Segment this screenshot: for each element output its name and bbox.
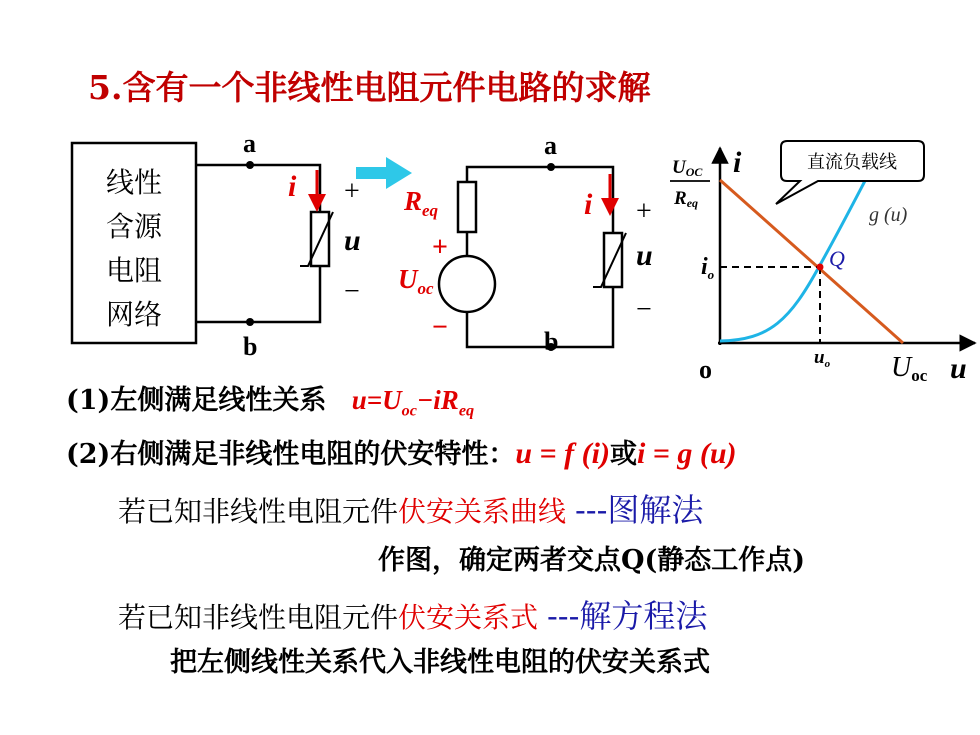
req-label: $R_{eq}$ — [404, 186, 439, 220]
callout-text: 直流负载线 — [807, 152, 897, 173]
mid-node-a-label: a — [544, 131, 557, 160]
line-5-blue: ---解方程法 — [546, 597, 708, 635]
line-4: 作图，确定两者交点Q(静态工作点) — [378, 545, 806, 576]
src-plus: + — [432, 232, 448, 263]
iv-graph — [670, 141, 975, 385]
line-3-red: 伏安关系曲线 — [398, 495, 567, 528]
line-3 — [118, 485, 703, 531]
box-line-3: 电阻 — [105, 254, 163, 287]
line-2-or: 或 — [609, 439, 637, 470]
line-1 — [66, 378, 474, 420]
node-b-label: b — [243, 332, 258, 361]
mid-node-a-dot — [547, 163, 555, 171]
mid-voltage-label: u — [636, 239, 653, 272]
box-line-1: 线性 — [105, 166, 163, 199]
voltage-label: u — [344, 224, 361, 257]
uoc-axis-label: Uoc — [891, 352, 928, 385]
uoc-label: $U_{oc}$ — [398, 264, 434, 298]
origin-label: o — [699, 355, 712, 384]
line-5 — [118, 591, 707, 637]
q-label: Q — [829, 246, 845, 271]
line-2 — [66, 432, 737, 471]
line-3-black: 若已知非线性电阻元件 — [118, 495, 399, 528]
line-2-prefix: (2)右侧满足非线性电阻的伏安特性： — [66, 439, 516, 470]
line-3-blue: ---图解法 — [574, 491, 704, 529]
line-2-eq2: i = g (u) — [636, 437, 737, 470]
line-5-red: 伏安关系式 — [398, 601, 539, 634]
line-5-black: 若已知非线性电阻元件 — [118, 601, 399, 634]
q-point — [817, 264, 824, 271]
page-title: 5.含有一个非线性电阻元件电路的求解 — [88, 68, 651, 107]
frac-denominator: Req — [674, 188, 699, 210]
x-axis-label: u — [950, 352, 967, 385]
box-line-4: 网络 — [105, 298, 163, 331]
frac-numerator: UOC — [672, 157, 703, 179]
left-wire-bottom — [196, 266, 320, 322]
mid-current-label: i — [584, 188, 593, 221]
line-2-eq1: u = f (i) — [515, 437, 610, 470]
y-axis-label: i — [733, 146, 742, 179]
left-circuit — [72, 129, 361, 361]
u0-label: $u_o$ — [814, 347, 831, 370]
current-label: i — [288, 170, 297, 203]
minus-sign: − — [344, 276, 360, 307]
box-line-2: 含源 — [105, 210, 163, 243]
transform-arrow — [356, 157, 412, 189]
i0-label: $i_o$ — [701, 254, 715, 282]
mid-plus: + — [636, 196, 652, 227]
curve-label: g (u) — [869, 204, 908, 226]
mid-minus: − — [636, 294, 652, 325]
left-wire-top — [196, 165, 320, 212]
middle-circuit — [398, 131, 653, 356]
line-1-prefix: (1)左侧满足线性关系 — [66, 385, 327, 416]
node-b-dot — [246, 318, 254, 326]
req-resistor — [458, 182, 476, 232]
line-1-equation: $u=U_{oc}-iR_{eq}$ — [351, 385, 475, 420]
mid-node-b-label: b — [544, 327, 559, 356]
node-a-dot — [246, 161, 254, 169]
voltage-source — [439, 256, 495, 312]
plus-sign: + — [344, 176, 360, 207]
line-6: 把左侧线性关系代入非线性电阻的伏安关系式 — [170, 647, 710, 678]
src-minus: − — [432, 312, 448, 343]
node-a-label: a — [243, 129, 256, 158]
